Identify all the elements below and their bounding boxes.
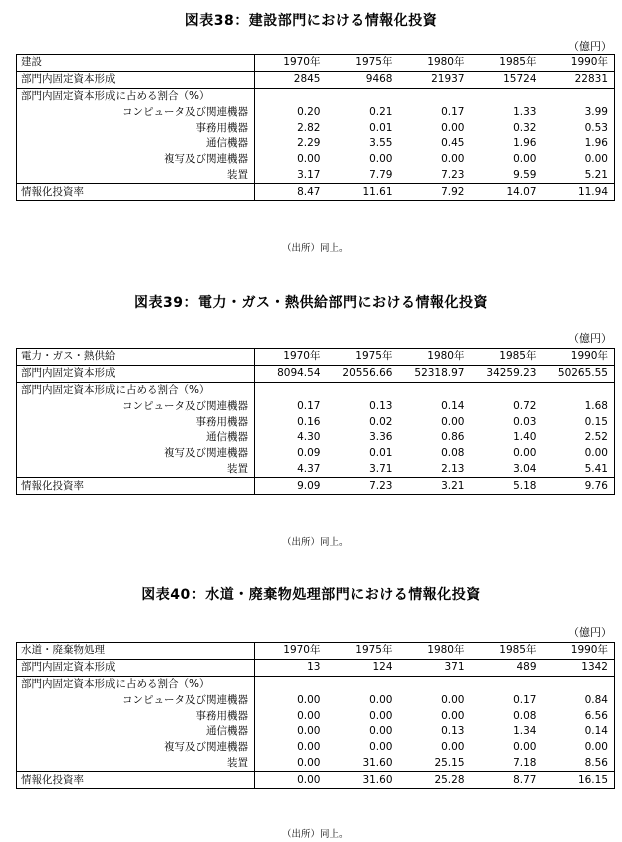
row-value: 9.59 bbox=[471, 168, 543, 184]
rate-value: 9.76 bbox=[543, 478, 615, 495]
row-value: 0.00 bbox=[543, 740, 615, 756]
row-value: 0.84 bbox=[543, 692, 615, 708]
rate-value: 25.28 bbox=[399, 772, 471, 789]
row-label: 事務用機器 bbox=[17, 414, 255, 430]
row-value: 0.00 bbox=[513, 447, 537, 460]
capital-label: 部門内固定資本形成 bbox=[17, 71, 255, 88]
row-label: 通信機器 bbox=[17, 430, 255, 446]
row-value: 0.17 bbox=[513, 693, 537, 706]
table-title: 図表40：水道・廃棄物処理部門における情報化投資 bbox=[141, 587, 481, 603]
year-header: 1980年 bbox=[399, 55, 471, 72]
row-value: 3.55 bbox=[369, 137, 393, 150]
row-value: 3.71 bbox=[327, 462, 399, 478]
row-value: 1.96 bbox=[513, 137, 537, 150]
unit-label: （億円） bbox=[568, 626, 612, 639]
row-label: 複写及び関連機器 bbox=[17, 152, 255, 168]
rate-value: 11.61 bbox=[327, 184, 399, 201]
empty-cell bbox=[255, 88, 327, 104]
row-value: 5.21 bbox=[543, 168, 615, 184]
row-value: 0.01 bbox=[369, 447, 393, 460]
row-value: 0.00 bbox=[369, 709, 393, 722]
row-value: 0.15 bbox=[543, 414, 615, 430]
capital-value: 21937 bbox=[399, 71, 471, 88]
row-value: 0.14 bbox=[441, 399, 465, 412]
rate-value: 3.21 bbox=[399, 478, 471, 495]
row-value: 0.13 bbox=[369, 399, 393, 412]
capital-value: 2845 bbox=[255, 71, 327, 88]
empty-cell bbox=[327, 676, 399, 692]
row-value: 0.00 bbox=[297, 741, 321, 754]
row-value: 0.00 bbox=[513, 741, 537, 754]
rate-label: 情報化投資率 bbox=[17, 772, 255, 789]
year-header: 1985年 bbox=[471, 643, 543, 660]
data-table bbox=[16, 54, 615, 201]
row-value: 0.00 bbox=[255, 756, 327, 772]
ratio-header-row bbox=[17, 88, 615, 104]
sector-label: 建設 bbox=[17, 55, 255, 72]
data-table bbox=[16, 642, 615, 789]
year-header: 1990年 bbox=[543, 643, 615, 660]
row-label: 装置 bbox=[17, 168, 255, 184]
row-value: 7.18 bbox=[471, 756, 543, 772]
row-value: 1.34 bbox=[513, 725, 537, 738]
row-value: 0.00 bbox=[369, 693, 393, 706]
empty-cell bbox=[543, 382, 615, 398]
rate-value: 8.77 bbox=[471, 772, 543, 789]
row-value: 0.17 bbox=[297, 399, 321, 412]
row-value: 0.00 bbox=[441, 121, 465, 134]
empty-cell bbox=[543, 88, 615, 104]
unit-label: （億円） bbox=[568, 332, 612, 345]
empty-cell bbox=[327, 382, 399, 398]
source-note: （出所）同上。 bbox=[282, 537, 349, 548]
row-value: 8.56 bbox=[543, 756, 615, 772]
rate-value: 0.00 bbox=[255, 772, 327, 789]
capital-value: 9468 bbox=[327, 71, 399, 88]
rate-row bbox=[17, 772, 615, 789]
row-value: 0.45 bbox=[441, 137, 465, 150]
table-row bbox=[17, 724, 615, 740]
rate-value: 7.23 bbox=[327, 478, 399, 495]
year-header: 1990年 bbox=[543, 349, 615, 366]
table-row bbox=[17, 120, 615, 136]
empty-cell bbox=[543, 676, 615, 692]
row-value: 0.00 bbox=[369, 153, 393, 166]
source-note: （出所）同上。 bbox=[282, 829, 349, 840]
empty-cell bbox=[471, 382, 543, 398]
year-header: 1990年 bbox=[543, 55, 615, 72]
row-value: 7.79 bbox=[327, 168, 399, 184]
rate-row bbox=[17, 184, 615, 201]
capital-value: 124 bbox=[327, 659, 399, 676]
table-row bbox=[17, 740, 615, 756]
row-value: 3.36 bbox=[369, 431, 393, 444]
table-title: 図表38：建設部門における情報化投資 bbox=[184, 13, 438, 29]
rate-value: 16.15 bbox=[543, 772, 615, 789]
year-header: 1980年 bbox=[399, 643, 471, 660]
row-value: 0.13 bbox=[441, 725, 465, 738]
row-value: 31.60 bbox=[327, 756, 399, 772]
row-value: 0.00 bbox=[297, 153, 321, 166]
header-row bbox=[17, 349, 615, 366]
row-label: コンピュータ及び関連機器 bbox=[17, 398, 255, 414]
row-value: 0.00 bbox=[543, 152, 615, 168]
year-header: 1970年 bbox=[255, 349, 327, 366]
year-header: 1970年 bbox=[255, 643, 327, 660]
header-row bbox=[17, 55, 615, 72]
table-row bbox=[17, 756, 615, 772]
capital-value: 8094.54 bbox=[255, 365, 327, 382]
row-value: 0.00 bbox=[441, 153, 465, 166]
ratio-header-row bbox=[17, 676, 615, 692]
row-value: 1.96 bbox=[543, 136, 615, 152]
unit-label: （億円） bbox=[568, 40, 612, 53]
year-header: 1980年 bbox=[399, 349, 471, 366]
row-label: 事務用機器 bbox=[17, 708, 255, 724]
row-value: 3.04 bbox=[471, 462, 543, 478]
row-value: 1.68 bbox=[543, 398, 615, 414]
row-label: 複写及び関連機器 bbox=[17, 740, 255, 756]
capital-value: 50265.55 bbox=[543, 365, 615, 382]
row-value: 1.33 bbox=[513, 105, 537, 118]
row-value: 0.86 bbox=[441, 431, 465, 444]
sector-label: 水道・廃棄物処理 bbox=[17, 643, 255, 660]
row-value: 7.23 bbox=[399, 168, 471, 184]
row-value: 0.21 bbox=[369, 105, 393, 118]
row-value: 2.13 bbox=[399, 462, 471, 478]
empty-cell bbox=[399, 676, 471, 692]
row-value: 0.00 bbox=[297, 725, 321, 738]
rate-row bbox=[17, 478, 615, 495]
row-value: 0.01 bbox=[369, 121, 393, 134]
empty-cell bbox=[471, 88, 543, 104]
table-row bbox=[17, 398, 615, 414]
sector-label: 電力・ガス・熱供給 bbox=[17, 349, 255, 366]
capital-row bbox=[17, 659, 615, 676]
table-row bbox=[17, 136, 615, 152]
row-value: 0.09 bbox=[297, 447, 321, 460]
empty-cell bbox=[399, 88, 471, 104]
capital-value: 34259.23 bbox=[471, 365, 543, 382]
capital-value: 20556.66 bbox=[327, 365, 399, 382]
row-label: 通信機器 bbox=[17, 724, 255, 740]
row-value: 3.17 bbox=[255, 168, 327, 184]
row-value: 4.30 bbox=[297, 431, 321, 444]
row-value: 0.00 bbox=[441, 415, 465, 428]
row-value: 0.00 bbox=[543, 446, 615, 462]
rate-value: 31.60 bbox=[327, 772, 399, 789]
row-value: 5.41 bbox=[543, 462, 615, 478]
row-value: 0.20 bbox=[297, 105, 321, 118]
table-row bbox=[17, 168, 615, 184]
table-row bbox=[17, 430, 615, 446]
row-label: 事務用機器 bbox=[17, 120, 255, 136]
data-table bbox=[16, 348, 615, 495]
year-header: 1975年 bbox=[327, 55, 399, 72]
row-value: 0.72 bbox=[513, 399, 537, 412]
year-header: 1985年 bbox=[471, 55, 543, 72]
table-row bbox=[17, 462, 615, 478]
table-title: 図表39：電力・ガス・熱供給部門における情報化投資 bbox=[134, 295, 488, 311]
row-value: 2.82 bbox=[297, 121, 321, 134]
row-label: 複写及び関連機器 bbox=[17, 446, 255, 462]
table-row bbox=[17, 414, 615, 430]
row-label: コンピュータ及び関連機器 bbox=[17, 692, 255, 708]
rate-value: 9.09 bbox=[255, 478, 327, 495]
row-value: 2.29 bbox=[297, 137, 321, 150]
table-row bbox=[17, 692, 615, 708]
row-value: 0.02 bbox=[369, 415, 393, 428]
row-value: 25.15 bbox=[399, 756, 471, 772]
row-value: 0.16 bbox=[297, 415, 321, 428]
empty-cell bbox=[255, 676, 327, 692]
rate-label: 情報化投資率 bbox=[17, 478, 255, 495]
empty-cell bbox=[399, 382, 471, 398]
row-value: 0.08 bbox=[441, 447, 465, 460]
capital-value: 371 bbox=[399, 659, 471, 676]
year-header: 1975年 bbox=[327, 349, 399, 366]
rate-value: 5.18 bbox=[471, 478, 543, 495]
table-row bbox=[17, 446, 615, 462]
row-value: 0.53 bbox=[543, 120, 615, 136]
row-label: 装置 bbox=[17, 756, 255, 772]
row-value: 0.00 bbox=[297, 709, 321, 722]
ratio-header: 部門内固定資本形成に占める割合（%） bbox=[17, 88, 255, 104]
row-value: 0.14 bbox=[543, 724, 615, 740]
row-value: 0.00 bbox=[369, 741, 393, 754]
source-note: （出所）同上。 bbox=[282, 243, 349, 254]
empty-cell bbox=[327, 88, 399, 104]
capital-row bbox=[17, 71, 615, 88]
row-value: 0.00 bbox=[441, 693, 465, 706]
row-value: 0.00 bbox=[441, 741, 465, 754]
row-value: 0.00 bbox=[513, 153, 537, 166]
rate-value: 14.07 bbox=[471, 184, 543, 201]
capital-value: 1342 bbox=[543, 659, 615, 676]
capital-value: 52318.97 bbox=[399, 365, 471, 382]
row-value: 6.56 bbox=[543, 708, 615, 724]
row-value: 0.00 bbox=[369, 725, 393, 738]
ratio-header-row bbox=[17, 382, 615, 398]
row-value: 2.52 bbox=[543, 430, 615, 446]
row-label: 装置 bbox=[17, 462, 255, 478]
table-row bbox=[17, 104, 615, 120]
row-value: 4.37 bbox=[255, 462, 327, 478]
row-value: 3.99 bbox=[543, 104, 615, 120]
header-row bbox=[17, 643, 615, 660]
capital-value: 15724 bbox=[471, 71, 543, 88]
row-value: 0.03 bbox=[513, 415, 537, 428]
rate-value: 8.47 bbox=[255, 184, 327, 201]
empty-cell bbox=[255, 382, 327, 398]
capital-label: 部門内固定資本形成 bbox=[17, 365, 255, 382]
year-header: 1985年 bbox=[471, 349, 543, 366]
table-row bbox=[17, 152, 615, 168]
row-value: 1.40 bbox=[513, 431, 537, 444]
ratio-header: 部門内固定資本形成に占める割合（%） bbox=[17, 382, 255, 398]
row-value: 0.32 bbox=[513, 121, 537, 134]
year-header: 1975年 bbox=[327, 643, 399, 660]
row-value: 0.00 bbox=[297, 693, 321, 706]
row-value: 0.17 bbox=[441, 105, 465, 118]
year-header: 1970年 bbox=[255, 55, 327, 72]
capital-row bbox=[17, 365, 615, 382]
row-value: 0.00 bbox=[441, 709, 465, 722]
empty-cell bbox=[471, 676, 543, 692]
rate-label: 情報化投資率 bbox=[17, 184, 255, 201]
capital-value: 13 bbox=[255, 659, 327, 676]
rate-value: 7.92 bbox=[399, 184, 471, 201]
row-value: 0.08 bbox=[513, 709, 537, 722]
row-label: 通信機器 bbox=[17, 136, 255, 152]
ratio-header: 部門内固定資本形成に占める割合（%） bbox=[17, 676, 255, 692]
table-row bbox=[17, 708, 615, 724]
row-label: コンピュータ及び関連機器 bbox=[17, 104, 255, 120]
capital-value: 22831 bbox=[543, 71, 615, 88]
capital-value: 489 bbox=[471, 659, 543, 676]
rate-value: 11.94 bbox=[543, 184, 615, 201]
capital-label: 部門内固定資本形成 bbox=[17, 659, 255, 676]
